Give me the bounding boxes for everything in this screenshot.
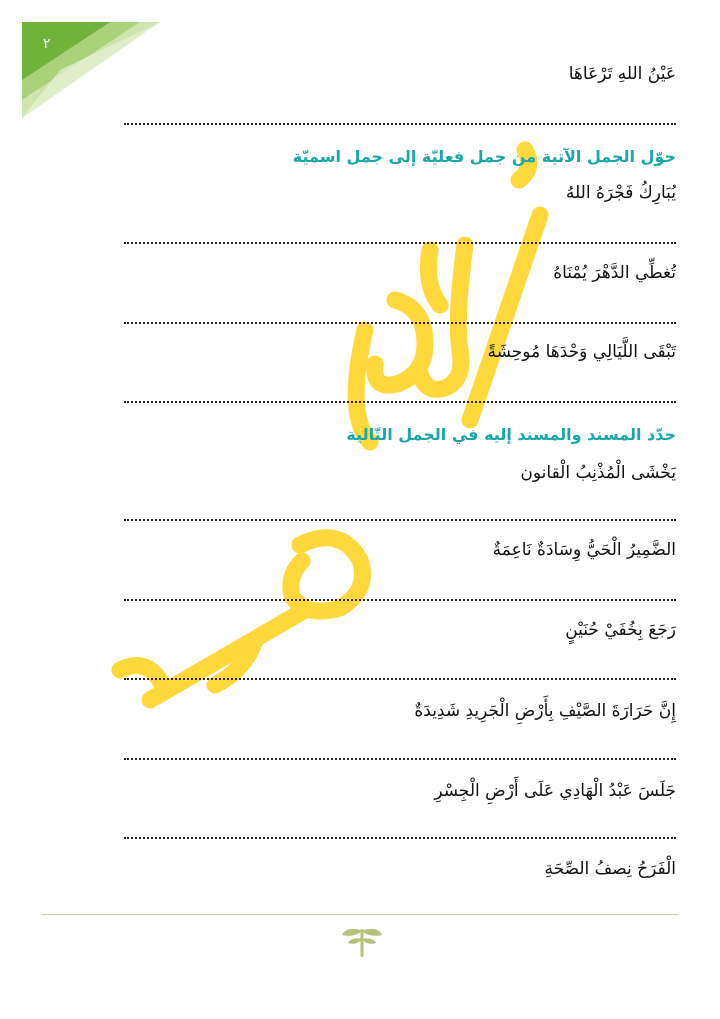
section2-sentence-5: جَلَسَ عَبْدُ الْهَادِي عَلَى أَرْضِ الْجِسْرِ — [434, 781, 676, 801]
answer-line — [124, 123, 676, 125]
answer-line — [124, 242, 676, 244]
footer-rule — [42, 914, 678, 915]
answer-line — [124, 519, 676, 521]
answer-line — [124, 322, 676, 324]
section2-sentence-1: يَخْشَى الْمُذْنِبُ الْقانون — [520, 463, 676, 483]
corner-decoration — [0, 0, 170, 125]
section1-sentence-2: تُغطِّي الدَّهْرَ يُمْنَاهُ — [553, 263, 676, 283]
answer-line — [124, 758, 676, 760]
section2-sentence-3: رَجَعَ بِخُفَيْ حُنَيْنٍ — [565, 620, 676, 640]
answer-line — [124, 678, 676, 680]
section2-heading: حدّد المسند والمسند إليه في الجمل التّالية — [346, 425, 676, 444]
section2-sentence-6: الْفَرَحُ نِصفُ الصِّحَةِ — [544, 859, 676, 879]
section1-sentence-3: تَبْقَى اللَّيَالِي وَحْدَهَا مُوحِشَةً — [487, 342, 676, 362]
page-number: ٢ — [43, 36, 51, 52]
answer-line — [124, 837, 676, 839]
section1-sentence-1: يُبَارِكُ فَجْرَهُ اللهُ — [565, 183, 676, 203]
answer-line — [124, 599, 676, 601]
section2-sentence-2: الضَّمِيرُ الْحَيُّ وِسَادَةٌ نَاعِمَةٌ — [492, 540, 676, 560]
answer-line — [124, 401, 676, 403]
intro-sentence: عَيْنُ اللهِ تَرْعَاهَا — [568, 64, 676, 84]
section2-sentence-4: إِنَّ حَرَارَةَ الصَّيْفِ بِأَرْضِ الْجَرِيدِ شَدِيدَةٌ — [414, 701, 676, 721]
leaf-ornament-icon — [340, 925, 384, 959]
section1-heading: حوّل الجمل الآتية من جمل فعليّة إلى جمل اسميّة — [292, 147, 676, 166]
